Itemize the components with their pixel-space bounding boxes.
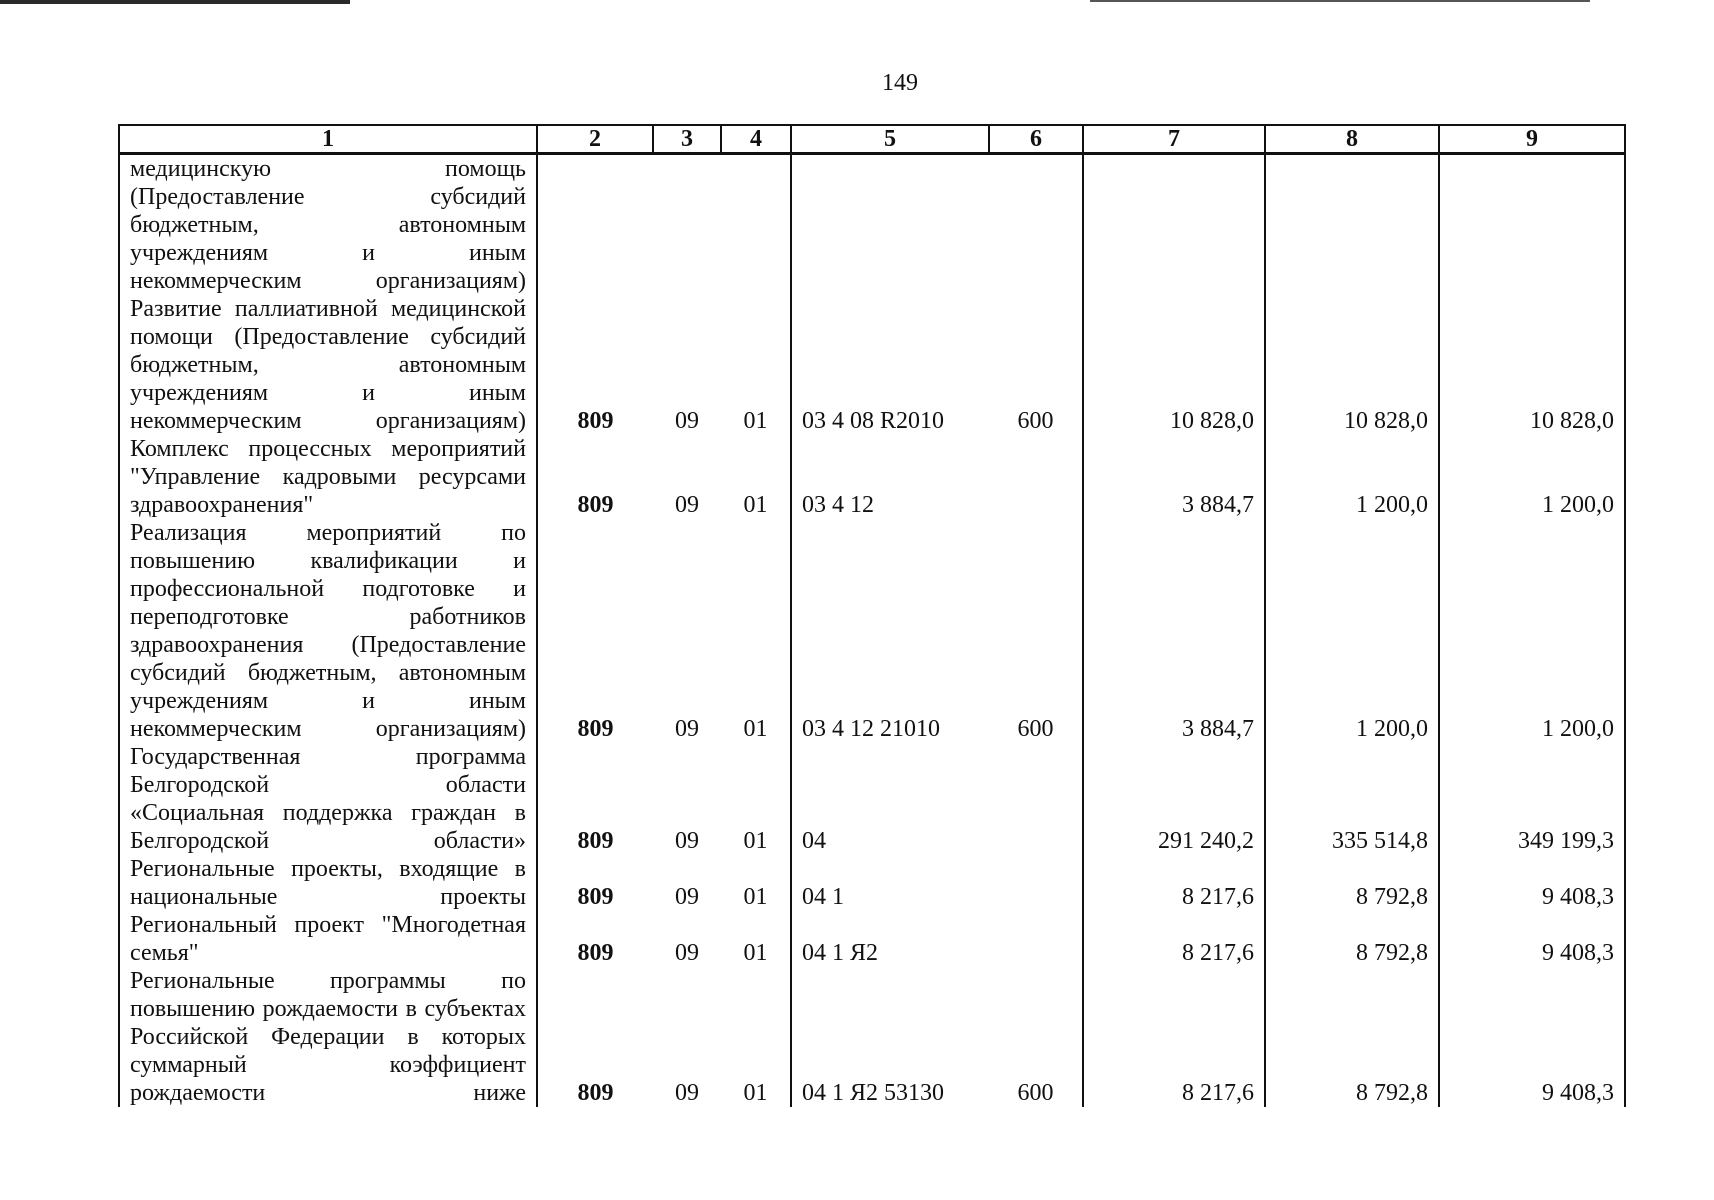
amount-year-1-cell xyxy=(1083,154,1265,296)
header-col-6: 6 xyxy=(989,125,1083,154)
target-article-code-cell: 04 1 Я2 53130 xyxy=(791,967,989,1107)
scan-edge-right xyxy=(1090,0,1590,2)
amount-year-1-cell: 8 217,6 xyxy=(1083,911,1265,967)
row-name-line: Комплекс процессных мероприятий xyxy=(130,436,526,462)
section-code-cell: 09 xyxy=(675,492,699,518)
row-name-line: Региональные программы по xyxy=(130,968,526,994)
row-name-line: повышению рождаемости в субъектах xyxy=(130,996,526,1022)
row-name-line: здравоохранения (Предоставление xyxy=(130,632,526,658)
table-row xyxy=(119,967,1625,1107)
table-row xyxy=(119,911,1625,967)
target-article-code-cell: 03 4 12 21010 xyxy=(791,519,989,743)
budget-table xyxy=(118,124,1626,1107)
amount-year-3-cell: 9 408,3 xyxy=(1439,855,1625,911)
header-col-9: 9 xyxy=(1439,125,1625,154)
row-name-line: медицинскую помощь xyxy=(130,156,526,182)
subsection-code-cell: 01 xyxy=(743,828,768,854)
table-row xyxy=(119,295,1625,435)
row-name-cell xyxy=(119,967,537,1107)
scan-edge-left xyxy=(0,0,350,4)
subsection-code-cell xyxy=(721,154,791,296)
row-name-line: учреждениям и иным xyxy=(130,240,526,266)
amount-year-3-cell: 10 828,0 xyxy=(1439,295,1625,435)
amount-year-3-cell: 1 200,0 xyxy=(1439,435,1625,519)
target-article-code-cell: 04 1 xyxy=(791,855,989,911)
row-name-cell xyxy=(119,743,537,855)
row-name-line: Региональные проекты, входящие в xyxy=(130,856,526,882)
row-name-line: повышению квалификации и xyxy=(130,548,526,574)
amount-year-1-cell: 10 828,0 xyxy=(1083,295,1265,435)
target-article-code-cell xyxy=(791,154,989,296)
expense-type-code-cell: 600 xyxy=(1017,408,1054,434)
row-name-line: переподготовке работников xyxy=(130,604,526,630)
expense-type-code-cell: 600 xyxy=(1017,716,1054,742)
admin-code-cell: 809 xyxy=(537,435,653,519)
amount-year-2-cell: 8 792,8 xyxy=(1265,911,1439,967)
table-body xyxy=(119,154,1625,1108)
section-code-cell: 09 xyxy=(675,884,699,910)
amount-year-1-cell: 3 884,7 xyxy=(1083,519,1265,743)
admin-code-cell: 809 xyxy=(537,295,653,435)
row-name-line: суммарный коэффициент xyxy=(130,1052,526,1078)
row-name-line: некоммерческим организациям) xyxy=(130,408,526,434)
row-name-line: субсидий бюджетным, автономным xyxy=(130,660,526,686)
amount-year-3-cell: 9 408,3 xyxy=(1439,911,1625,967)
subsection-code-cell: 01 xyxy=(743,492,768,518)
row-name-cell xyxy=(119,154,537,296)
section-code-cell: 09 xyxy=(675,408,699,434)
expense-type-code-cell xyxy=(989,154,1083,296)
row-name-line: (Предоставление субсидий xyxy=(130,184,526,210)
row-name-line: Реализация мероприятий по xyxy=(130,520,526,546)
amount-year-1-cell: 291 240,2 xyxy=(1083,743,1265,855)
table-row xyxy=(119,435,1625,519)
row-name-line: Белгородской области xyxy=(130,772,526,798)
header-row xyxy=(119,125,1625,154)
row-name-line: профессиональной подготовке и xyxy=(130,576,526,602)
section-code-cell: 09 xyxy=(675,940,699,966)
expense-type-code-cell xyxy=(989,911,1083,967)
header-col-4: 4 xyxy=(721,125,791,154)
admin-code-cell: 809 xyxy=(537,911,653,967)
header-col-5: 5 xyxy=(791,125,989,154)
header-col-8: 8 xyxy=(1265,125,1439,154)
row-name-line: Государственная программа xyxy=(130,744,526,770)
section-code-cell: 09 xyxy=(675,1080,699,1106)
page-number: 149 xyxy=(882,70,918,96)
table-row xyxy=(119,855,1625,911)
header-col-2: 2 xyxy=(537,125,653,154)
row-name-line: бюджетным, автономным xyxy=(130,212,526,238)
target-article-code-cell: 03 4 12 xyxy=(791,435,989,519)
amount-year-3-cell: 9 408,3 xyxy=(1439,967,1625,1107)
amount-year-1-cell: 8 217,6 xyxy=(1083,855,1265,911)
table-row xyxy=(119,519,1625,743)
row-name-cell xyxy=(119,435,537,519)
row-name-line: «Социальная поддержка граждан в xyxy=(130,800,526,826)
header-col-1: 1 xyxy=(119,125,537,154)
row-name-line: учреждениям и иным xyxy=(130,688,526,714)
target-article-code-cell: 04 xyxy=(791,743,989,855)
subsection-code-cell: 01 xyxy=(743,884,768,910)
amount-year-2-cell: 1 200,0 xyxy=(1265,519,1439,743)
subsection-code-cell: 01 xyxy=(743,408,768,434)
admin-code-cell: 809 xyxy=(537,519,653,743)
row-name-line: учреждениям и иным xyxy=(130,380,526,406)
amount-year-2-cell: 335 514,8 xyxy=(1265,743,1439,855)
amount-year-2-cell: 10 828,0 xyxy=(1265,295,1439,435)
row-name-cell xyxy=(119,295,537,435)
section-code-cell: 09 xyxy=(675,716,699,742)
amount-year-3-cell: 349 199,3 xyxy=(1439,743,1625,855)
row-name-cell xyxy=(119,855,537,911)
subsection-code-cell: 01 xyxy=(743,1080,768,1106)
row-name-line: рождаемости ниже xyxy=(130,1080,526,1106)
admin-code-cell: 809 xyxy=(537,743,653,855)
admin-code-cell xyxy=(537,154,653,296)
amount-year-3-cell xyxy=(1439,154,1625,296)
row-name-line: семья" xyxy=(130,940,199,966)
row-name-cell xyxy=(119,911,537,967)
row-name-line: некоммерческим организациям) xyxy=(130,268,526,294)
amount-year-2-cell: 1 200,0 xyxy=(1265,435,1439,519)
amount-year-2-cell xyxy=(1265,154,1439,296)
header-col-7: 7 xyxy=(1083,125,1265,154)
expense-type-code-cell xyxy=(989,435,1083,519)
subsection-code-cell: 01 xyxy=(743,940,768,966)
row-name-line: здравоохранения" xyxy=(130,492,314,518)
row-name-line: помощи (Предоставление субсидий xyxy=(130,324,526,350)
admin-code-cell: 809 xyxy=(537,967,653,1107)
subsection-code-cell: 01 xyxy=(743,716,768,742)
row-name-line: Белгородской области» xyxy=(130,828,526,854)
row-name-line: "Управление кадровыми ресурсами xyxy=(130,464,526,490)
amount-year-3-cell: 1 200,0 xyxy=(1439,519,1625,743)
expense-type-code-cell: 600 xyxy=(1017,1080,1054,1106)
target-article-code-cell: 03 4 08 R2010 xyxy=(791,295,989,435)
header-col-3: 3 xyxy=(653,125,721,154)
table-row xyxy=(119,743,1625,855)
amount-year-1-cell: 3 884,7 xyxy=(1083,435,1265,519)
row-name-cell xyxy=(119,519,537,743)
row-name-line: Российской Федерации в которых xyxy=(130,1024,526,1050)
row-name-line: Региональный проект "Многодетная xyxy=(130,912,526,938)
row-name-line: Развитие паллиативной медицинской xyxy=(130,296,526,322)
amount-year-2-cell: 8 792,8 xyxy=(1265,855,1439,911)
row-name-line: национальные проекты xyxy=(130,884,526,910)
section-code-cell: 09 xyxy=(675,828,699,854)
admin-code-cell: 809 xyxy=(537,855,653,911)
amount-year-1-cell: 8 217,6 xyxy=(1083,967,1265,1107)
expense-type-code-cell xyxy=(989,855,1083,911)
amount-year-2-cell: 8 792,8 xyxy=(1265,967,1439,1107)
target-article-code-cell: 04 1 Я2 xyxy=(791,911,989,967)
table-row xyxy=(119,154,1625,296)
row-name-line: некоммерческим организациям) xyxy=(130,716,526,742)
expense-type-code-cell xyxy=(989,743,1083,855)
row-name-line: бюджетным, автономным xyxy=(130,352,526,378)
section-code-cell xyxy=(653,154,721,296)
